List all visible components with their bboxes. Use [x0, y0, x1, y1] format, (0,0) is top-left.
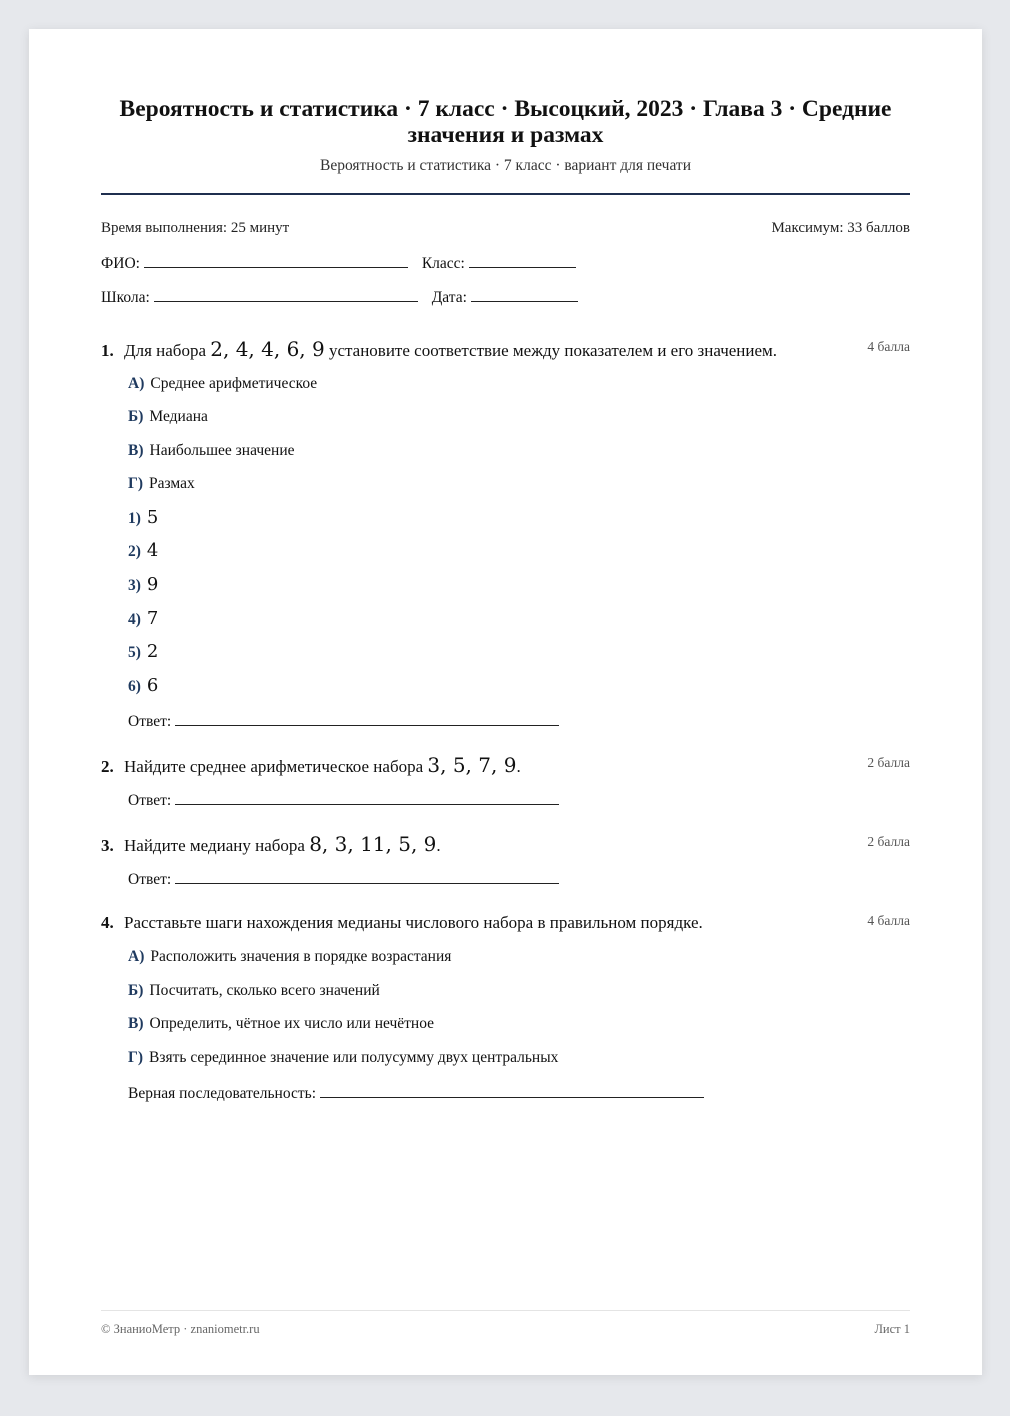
step-b [128, 982, 380, 1000]
question-number: 1. [101, 341, 114, 360]
question-3-text [101, 833, 910, 857]
school-date-row [101, 287, 578, 307]
option-text: Расположить значения в порядке возрастания [150, 948, 452, 965]
sequence-answer-row [128, 1083, 704, 1103]
option-label: А) [128, 375, 145, 392]
step-g [128, 1049, 558, 1067]
max-score: Максимум: 33 баллов [771, 220, 910, 236]
value-text: 9 [146, 574, 159, 595]
question-points: 4 балла [867, 913, 910, 928]
value-2 [128, 540, 158, 561]
value-label: 6) [128, 678, 141, 695]
option-label: Г) [128, 475, 144, 492]
value-label: 2) [128, 543, 141, 560]
answer-row [128, 790, 559, 810]
option-text: Среднее арифметическое [150, 375, 318, 392]
worksheet-page [29, 29, 982, 1375]
footer-copyright: © ЗнаниоМетр · znaniometr.ru [101, 1322, 260, 1336]
question-2-text [101, 754, 910, 778]
value-label: 3) [128, 577, 141, 594]
question-2 [101, 753, 910, 809]
value-text: 5 [146, 507, 159, 528]
time-limit: Время выполнения: 25 минут [101, 220, 290, 236]
question-number: 2. [101, 757, 114, 776]
name-blank[interactable] [144, 253, 408, 268]
option-label: Б) [128, 982, 144, 999]
question-4-text [101, 912, 910, 934]
answer-blank[interactable] [175, 711, 559, 726]
date-blank[interactable] [471, 287, 578, 302]
name-class-row [101, 253, 576, 273]
step-a [128, 948, 451, 966]
question-text: . [436, 836, 441, 855]
math-set: 2, 4, 4, 6, 9 [210, 337, 325, 361]
date-label: Дата: [431, 289, 467, 306]
class-blank[interactable] [469, 253, 576, 268]
question-text: . [516, 757, 521, 776]
page-subtitle: Вероятность и статистика · 7 класс · вариант для печати [319, 157, 691, 174]
question-text: Найдите среднее арифметическое набора [124, 757, 424, 776]
answer-label: Ответ: [128, 871, 172, 888]
question-4 [101, 912, 910, 1102]
question-points: 4 балла [867, 339, 910, 354]
question-text: Найдите медиану набора [124, 836, 305, 855]
math-set: 8, 3, 11, 5, 9 [309, 832, 437, 856]
math-set: 3, 5, 7, 9 [427, 753, 517, 777]
option-a [128, 375, 317, 393]
option-text: Определить, чётное их число или нечётное [149, 1015, 435, 1032]
question-text: установите соответствие между показателем и его значением. [328, 341, 778, 360]
value-label: 4) [128, 611, 141, 628]
answer-row [128, 711, 559, 731]
answer-label: Ответ: [128, 792, 172, 809]
answer-blank[interactable] [175, 869, 559, 884]
option-b [128, 408, 208, 426]
question-1 [101, 337, 910, 730]
question-text: Для набора [124, 341, 206, 360]
value-label: 1) [128, 510, 141, 527]
option-text: Медиана [149, 408, 208, 425]
answer-label: Ответ: [128, 713, 172, 730]
value-label: 5) [128, 644, 141, 661]
question-points: 2 балла [867, 834, 910, 849]
value-text: 7 [146, 608, 159, 629]
option-label: А) [128, 948, 145, 965]
question-3 [101, 832, 910, 888]
page-title: Вероятность и статистика · 7 класс · Высоцкий, 2023 · Глава 3 · Средние значения и размах [119, 96, 892, 148]
question-number: 4. [101, 913, 114, 932]
option-v [128, 442, 295, 460]
answer-blank[interactable] [320, 1083, 704, 1098]
answer-row [128, 869, 559, 889]
value-6 [128, 675, 158, 696]
option-label: В) [128, 1015, 144, 1032]
footer-page-number: Лист 1 [874, 1322, 910, 1336]
footer-divider [101, 1310, 910, 1311]
option-text: Посчитать, сколько всего значений [149, 982, 380, 999]
question-1-text [101, 338, 910, 362]
school-blank[interactable] [154, 287, 418, 302]
option-label: Г) [128, 1049, 144, 1066]
option-g [128, 475, 195, 493]
name-label: ФИО: [101, 255, 140, 272]
meta-row [101, 220, 910, 237]
step-v [128, 1015, 434, 1033]
value-5 [128, 641, 158, 662]
question-text: Расставьте шаги нахождения медианы числового набора в правильном порядке. [124, 913, 703, 932]
option-text: Взять серединное значение или полусумму двух центральных [149, 1049, 559, 1066]
option-text: Наибольшее значение [149, 442, 295, 459]
value-3 [128, 574, 158, 595]
value-4 [128, 608, 158, 629]
value-text: 6 [146, 675, 159, 696]
value-1 [128, 507, 158, 528]
value-text: 2 [146, 641, 159, 662]
question-number: 3. [101, 836, 114, 855]
option-label: Б) [128, 408, 144, 425]
header-divider [101, 193, 910, 195]
answer-blank[interactable] [175, 790, 559, 805]
value-text: 4 [146, 540, 159, 561]
option-label: В) [128, 442, 144, 459]
answer-label: Верная последовательность: [128, 1085, 317, 1102]
question-points: 2 балла [867, 755, 910, 770]
option-text: Размах [149, 475, 195, 492]
class-label: Класс: [421, 255, 465, 272]
school-label: Школа: [101, 289, 150, 306]
